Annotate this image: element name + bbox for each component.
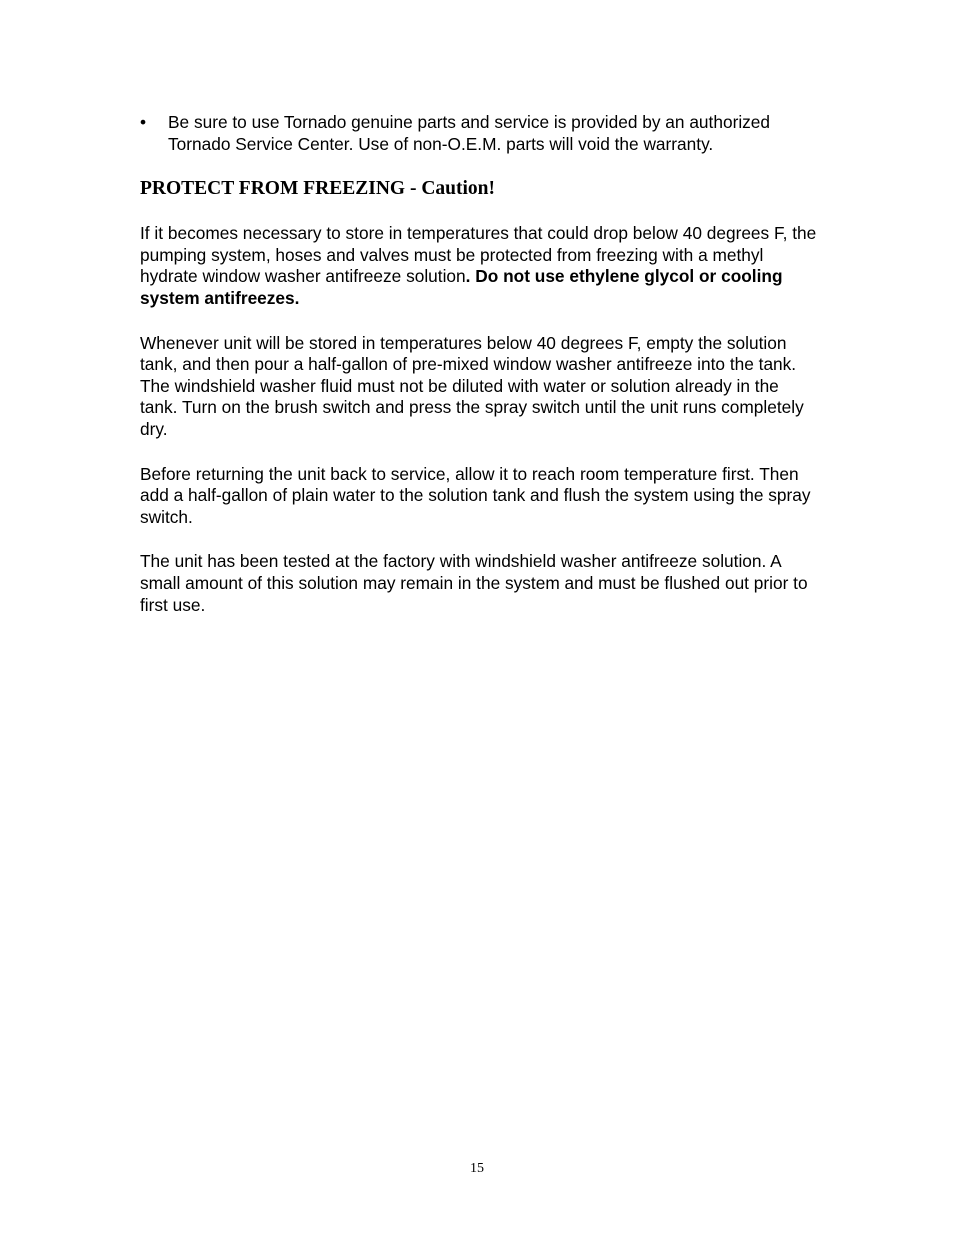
page-number: 15 xyxy=(470,1161,484,1176)
paragraph-storage-warning xyxy=(140,223,820,309)
bullet-text: Be sure to use Tornado genuine parts and service is provided by an authorized Tornado Service Center. Use of non-O.E.M. parts will void the warranty. xyxy=(168,112,771,154)
page-content xyxy=(140,112,820,616)
paragraph-factory-note: The unit has been tested at the factory with windshield washer antifreeze solution. A small amount of this solution may remain in the system and must be flushed out prior to first use. xyxy=(140,551,808,615)
paragraph-storage-procedure: Whenever unit will be stored in temperatures below 40 degrees F, empty the solution tank, and then pour a half-gallon of pre-mixed window washer antifreeze into the tank. The windshield washer fluid must not be diluted with water or solution already in the tank. Turn on the brush switch and press the spray switch until the unit runs completely dry. xyxy=(140,332,804,439)
section-heading: PROTECT FROM FREEZING - Caution! xyxy=(140,178,495,200)
paragraph-text: If it becomes necessary to store in temperatures that could drop below 40 degrees F, the pumping system, hoses and valves must be protected from freezing with a methyl hydrate window washer antifreeze solution xyxy=(140,223,817,287)
bullet-icon: • xyxy=(140,112,147,132)
list-item xyxy=(140,112,820,155)
paragraph-return-to-service: Before returning the unit back to service, allow it to reach room temperature first. Then add a half-gallon of plain water to the solution tank and flush the system using the spray switch. xyxy=(140,463,811,527)
bold-warning: . Do not use ethylene glycol or cooling system antifreezes. xyxy=(140,266,783,308)
